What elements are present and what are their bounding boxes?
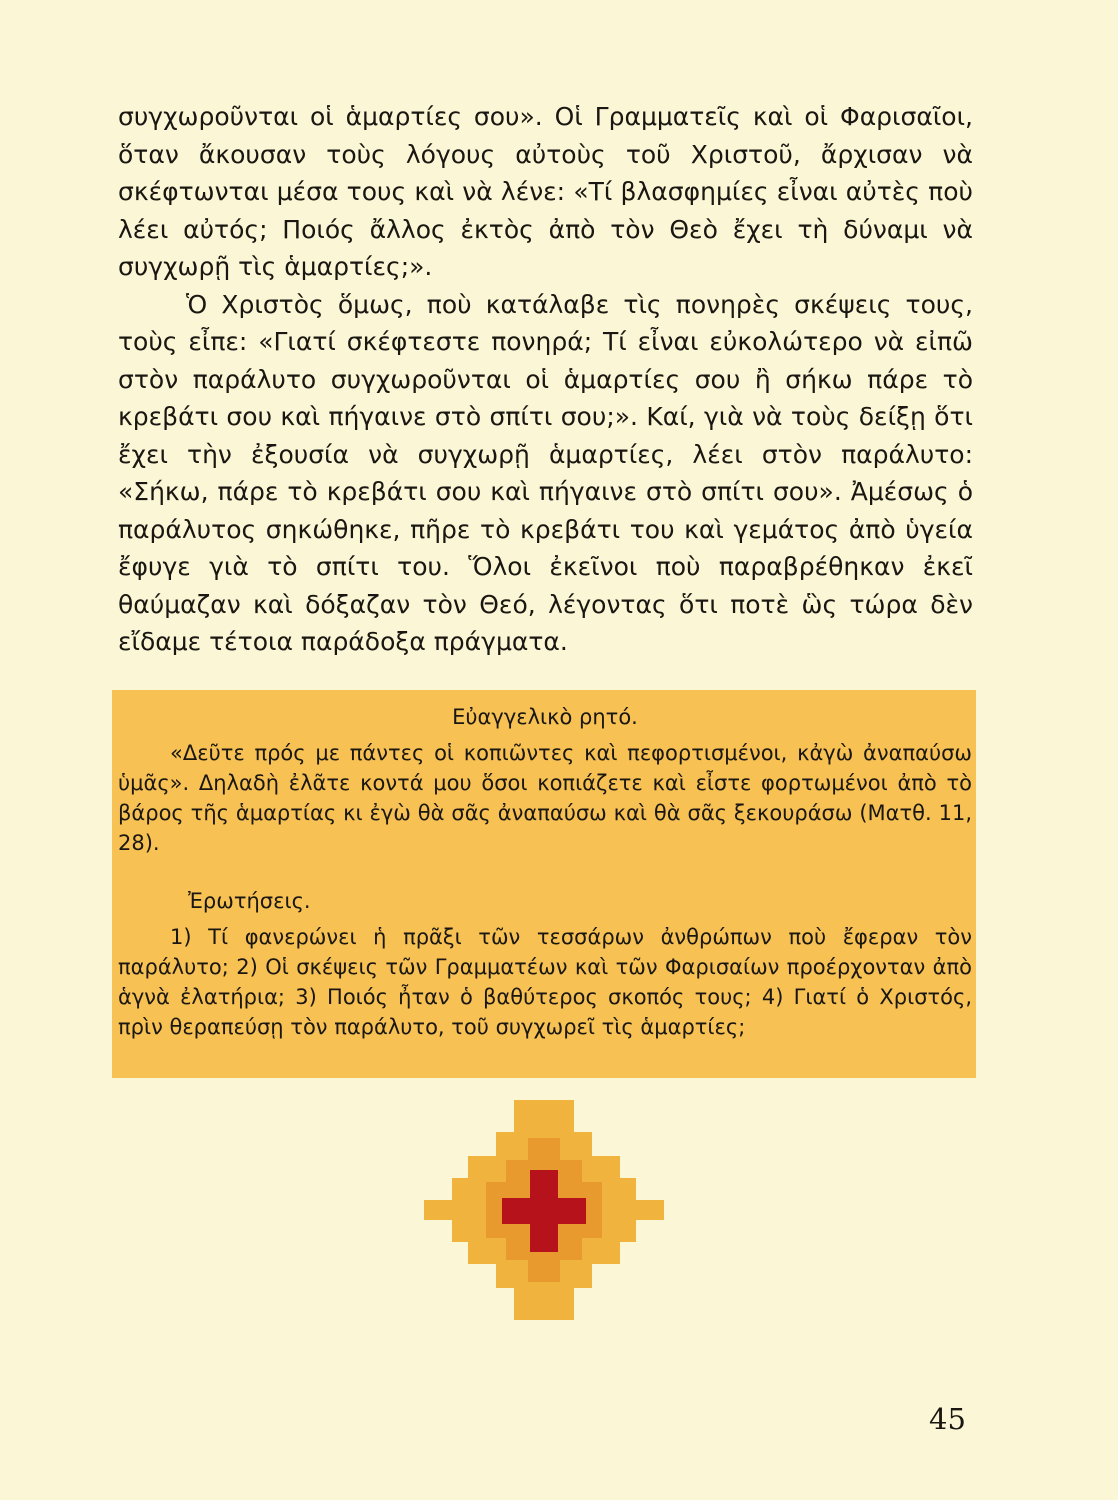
questions-text: 1) Τί φανερώνει ἡ πρᾶξι τῶν τεσσάρων ἀνθρώπων ποὺ ἔφεραν τὸν παράλυτο; 2) Οἱ σκέψεις τῶν Γραμματέων καὶ τῶν Φαρισαίων προέρχονταν ἀπὸ ἁγνὰ ἐλατήρια; 3) Ποιός ἦταν ὁ βαθύτερος σκοπός τους; 4) Γιατί ὁ Χριστός, πρὶν θεραπεύσῃ τὸν παράλυτο, τοῦ συγχωρεῖ τὶς ἁμαρτίες;	[118, 925, 972, 1039]
gospel-quote-box	[112, 690, 976, 1078]
box-title: Εὐαγγελικὸ ρητό.	[452, 705, 638, 729]
paragraph: Ὁ Χριστὸς ὅμως, ποὺ κατάλαβε τὶς πονηρὲς σκέψεις τους, τοὺς εἶπε: «Γιατί σκέφτεστε πονηρά; Τί εἶναι εὐκολώτερο νὰ εἰπῶ στὸν παράλυτο συγχωροῦνται οἱ ἁμαρτίες σου ἢ σήκω πάρε τὸ κρεβάτι σου καὶ πήγαινε στὸ σπίτι σου;». Καί, γιὰ νὰ τοὺς δείξῃ ὅτι ἔχει τὴν ἐξουσία νὰ συγχωρῇ ἁμαρτίες, λέει στὸν παράλυτο: «Σήκω, πάρε τὸ κρεβάτι σου καὶ πήγαινε στὸ σπίτι σου». Ἀμέσως ὁ παράλυτος σηκώθηκε, πῆρε τὸ κρεβάτι του καὶ γεμάτος ἀπὸ ὑγεία ἔφυγε γιὰ τὸ σπίτι του. Ὅλοι ἐκεῖνοι ποὺ παραβρέθηκαν ἐκεῖ θαύμαζαν καὶ δόξαζαν τὸν Θεό, λέγοντας ὅτι ποτὲ ὣς τώρα δὲν εἴδαμε τέτοια παράδοξα πράγματα.	[118, 289, 973, 656]
page-number: 45	[929, 1402, 966, 1436]
questions-title: Ἐρωτήσεις.	[188, 889, 311, 913]
body-text	[118, 98, 973, 661]
cross-ornament	[424, 1100, 664, 1320]
gospel-quote: «Δεῦτε πρός με πάντες οἱ κοπιῶντες καὶ πεφορτισμένοι, κἀγὼ ἀναπαύσω ὑμᾶς». Δηλαδὴ ἐλᾶτε κοντά μου ὅσοι κοπιάζετε καὶ εἶστε φορτωμένοι ἀπὸ τὸ βάρος τῆς ἁμαρτίας κι ἐγὼ θὰ σᾶς ἀναπαύσω καὶ θὰ σᾶς ξεκουράσω (Ματθ. 11, 28).	[118, 741, 972, 855]
paragraph: συγχωροῦνται οἱ ἁμαρτίες σου». Οἱ Γραμματεῖς καὶ οἱ Φαρισαῖοι, ὅταν ἄκουσαν τοὺς λόγους αὐτοὺς τοῦ Χριστοῦ, ἄρχισαν νὰ σκέφτωνται μέσα τους καὶ νὰ λένε: «Τί βλασφημίες εἶναι αὐτὲς ποὺ λέει αὐτός; Ποιός ἄλλος ἐκτὸς ἀπὸ τὸν Θεὸ ἔχει τὴ δύναμι νὰ συγχωρῇ τὶς ἁμαρτίες;».	[118, 102, 973, 281]
